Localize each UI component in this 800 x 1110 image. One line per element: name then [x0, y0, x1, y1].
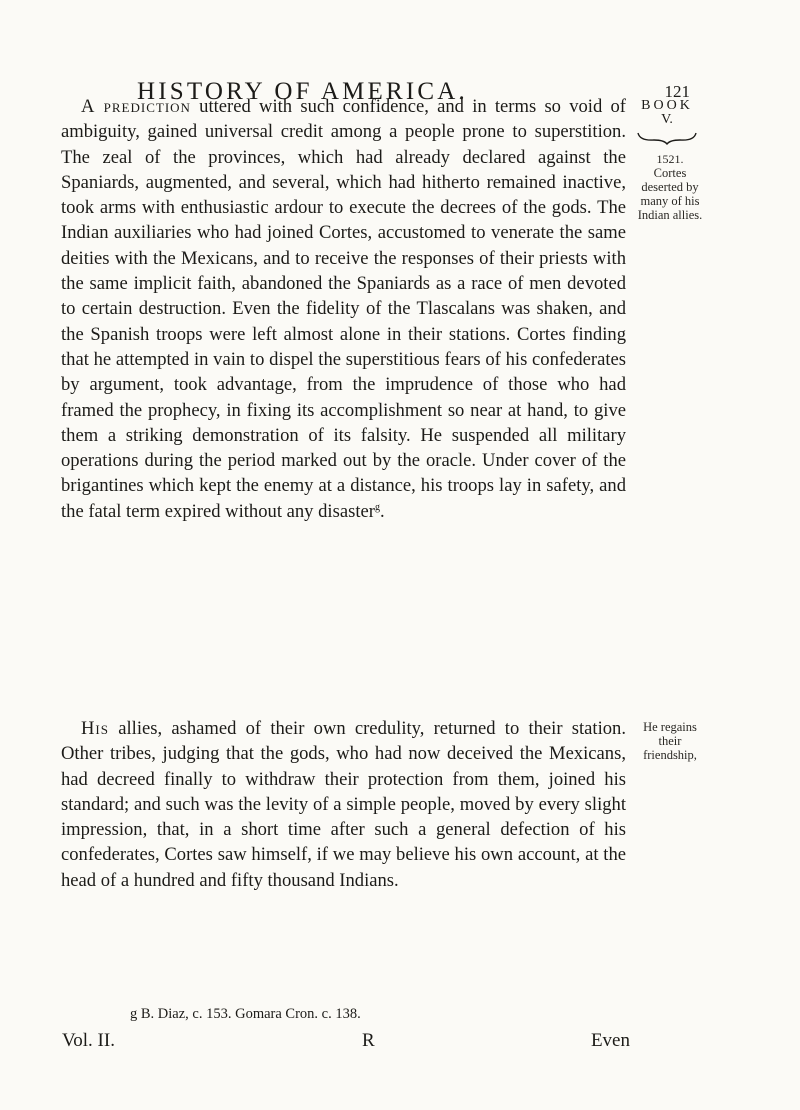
running-head: HISTORY OF AMERICA. — [137, 78, 468, 105]
paragraph-lead: His — [81, 718, 109, 739]
margin-note-text: Cortes deserted by many of his Indian allies. — [637, 166, 703, 222]
volume-label: Vol. II. — [62, 1030, 115, 1051]
footnote-reference: g — [374, 501, 380, 513]
margin-note-regains — [635, 720, 705, 762]
margin-note-year: 1521. — [656, 152, 684, 166]
catchword: Even — [590, 1030, 630, 1051]
paragraph-end: . — [379, 500, 385, 522]
brace-icon — [636, 131, 698, 145]
margin-book-label — [637, 98, 697, 128]
paragraph-lead: A prediction — [81, 96, 191, 117]
paragraph-text: uttered with such confidence, and in terms so void of ambiguity, gained universal credit among a people prone to superstition. The zeal of the provinces, which had already declared against the Spaniards, augmented, and several, which had hitherto remained inactive, took arms with enthusiastic ardour to execute the decrees of the gods. The Indian auxiliaries who had joined Cortes, accustomed to venerate the same deities with the Mexicans, and to receive the responses of their priests with the same implicit faith, abandoned the Spaniards as a race of men devoted to certain destruction. Even the fidelity of the Tlascalans was shaken, and the Spanish troops were left almost alone in their stations. Cortes finding that he attempted in vain to dispel the superstitious fears of his confederates by argument, took advantage, from the imprudence of those who had framed the prophecy, in fixing its accomplishment so near at hand, to give them a striking demonstration of its falsity. He suspended all military operations during the period marked out by the oracle. Under cover of the brigantines which kept the enemy at a distance, his troops lay in safety, and the fatal term expired without any disaster — [61, 96, 627, 522]
book-number: V. — [661, 112, 673, 127]
paragraph-text: allies, ashamed of their own credulity, returned to their station. Other tribes, judging that the gods, who had now deceived the Mexicans, had decreed finally to withdraw their protection from them, joined his standard; and such was the levity of a simple people, moved by every slight impression, that, in a short time after such a general defection of his confederates, Cortes saw himself, if we may believe his own account, at the head of a hundred and fifty thousand Indians. — [61, 718, 626, 891]
page-number: 121 — [664, 82, 690, 101]
paragraph-allies — [61, 716, 626, 893]
paragraph-prediction — [61, 94, 626, 524]
footnote: g B. Diaz, c. 153. Gomara Cron. c. 138. — [130, 1006, 361, 1022]
book-label: BOOK — [641, 98, 693, 113]
margin-note-deserted — [635, 152, 705, 222]
signature-mark: R — [362, 1030, 375, 1051]
margin-note-text: He regains their friendship, — [643, 720, 697, 762]
